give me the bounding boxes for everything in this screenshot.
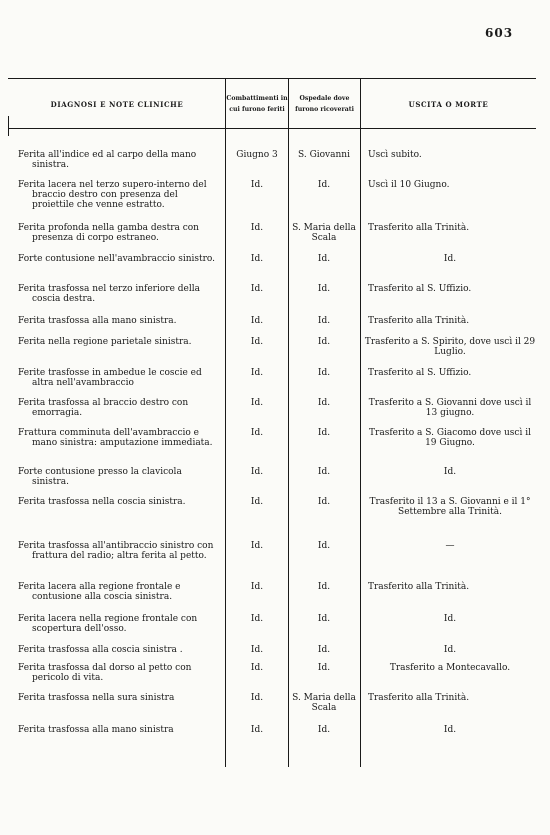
uscita-cell: Trasferito a S. Giacomo dove uscì il 19 Giugno. bbox=[369, 428, 531, 448]
uscita-cell: Id. bbox=[443, 467, 457, 477]
ospedale-cell: Id. bbox=[317, 582, 331, 592]
ospedale-cell: Id. bbox=[317, 398, 331, 408]
diagnosis-text: Forte contusione nell'avambraccio sinistro. bbox=[18, 254, 216, 264]
combattimenti-cell: Id. bbox=[250, 316, 264, 326]
diagnosis-text: Ferita all'indice ed al carpo della mano sinistra. bbox=[18, 150, 197, 170]
diagnosis-text: Ferita profonda nella gamba destra con presenza di corpo estraneo. bbox=[18, 223, 199, 243]
uscita-cell: Trasferito a S. Spirito, dove uscì il 29 Luglio. bbox=[364, 337, 536, 357]
combattimenti-cell: Id. bbox=[250, 725, 264, 735]
uscita-cell: Trasferito alla Trinità. bbox=[368, 582, 470, 592]
uscita-cell: Uscì il 10 Giugno. bbox=[368, 180, 450, 190]
combattimenti-cell: Giugno 3 bbox=[236, 150, 278, 160]
header-diagnosis: DIAGNOSI E NOTE CLINICHE bbox=[50, 99, 184, 109]
diagnosis-cell bbox=[18, 150, 218, 170]
header-bottom-rule bbox=[8, 128, 536, 129]
combattimenti-cell: Id. bbox=[250, 254, 264, 264]
combattimenti-cell: Id. bbox=[250, 180, 264, 190]
diagnosis-cell bbox=[18, 428, 218, 448]
header-combattimenti: Combattimenti in cui furono feriti bbox=[226, 95, 288, 113]
diagnosis-cell bbox=[18, 223, 218, 243]
ospedale-cell: Id. bbox=[317, 316, 331, 326]
ospedale-cell: Id. bbox=[317, 180, 331, 190]
column-divider-3 bbox=[360, 78, 361, 767]
combattimenti-cell: Id. bbox=[250, 582, 264, 592]
uscita-cell: Trasferito alla Trinità. bbox=[368, 223, 470, 233]
uscita-cell: Trasferito a S. Giovanni dove uscì il 13 giugno. bbox=[368, 398, 532, 418]
diagnosis-cell bbox=[18, 582, 218, 602]
uscita-cell: Id. bbox=[443, 725, 457, 735]
diagnosis-text: Ferita trasfossa alla mano sinistra. bbox=[18, 316, 177, 326]
diagnosis-text: Ferite trasfosse in ambedue le coscie ed altra nell'avambraccio bbox=[18, 368, 202, 388]
diagnosis-text: Ferita trasfossa nella coscia sinistra. bbox=[18, 497, 186, 507]
diagnosis-text: Forte contusione presso la clavicola sinistra. bbox=[18, 467, 182, 487]
ospedale-cell: Id. bbox=[317, 541, 331, 551]
combattimenti-cell: Id. bbox=[250, 541, 264, 551]
diagnosis-cell bbox=[18, 316, 218, 326]
uscita-cell: Id. bbox=[443, 254, 457, 264]
ospedale-cell: S. Giovanni bbox=[298, 150, 350, 160]
ospedale-cell: Id. bbox=[317, 497, 331, 507]
combattimenti-cell: Id. bbox=[250, 467, 264, 477]
diagnosis-text: Ferita trasfossa alla coscia sinistra . bbox=[18, 645, 183, 655]
uscita-cell: — bbox=[445, 541, 455, 551]
uscita-cell: Uscì subito. bbox=[368, 150, 422, 160]
diagnosis-text: Ferita trasfossa alla mano sinistra bbox=[18, 725, 174, 735]
uscita-cell: Id. bbox=[443, 645, 457, 655]
diagnosis-text: Frattura comminuta dell'avambraccio e mano sinistra: amputazione immediata. bbox=[18, 428, 213, 448]
combattimenti-cell: Id. bbox=[250, 645, 264, 655]
uscita-cell: Trasferito alla Trinità. bbox=[368, 316, 470, 326]
combattimenti-cell: Id. bbox=[250, 428, 264, 438]
header-ospedale: Ospedale dove furono ricoverati bbox=[295, 95, 354, 113]
diagnosis-text: Ferita lacera alla regione frontale e contusione alla coscia sinistra. bbox=[18, 582, 181, 602]
diagnosis-cell bbox=[18, 398, 218, 418]
combattimenti-cell: Id. bbox=[250, 663, 264, 673]
ospedale-cell: Id. bbox=[317, 663, 331, 673]
combattimenti-cell: Id. bbox=[250, 398, 264, 408]
diagnosis-cell bbox=[18, 254, 218, 264]
combattimenti-cell: Id. bbox=[250, 284, 264, 294]
ospedale-cell: Id. bbox=[317, 725, 331, 735]
ospedale-cell: Id. bbox=[317, 428, 331, 438]
combattimenti-cell: Id. bbox=[250, 497, 264, 507]
ospedale-cell: Id. bbox=[317, 645, 331, 655]
combattimenti-cell: Id. bbox=[250, 614, 264, 624]
diagnosis-text: Ferita trasfossa dal dorso al petto con pericolo di vita. bbox=[18, 663, 192, 683]
diagnosis-text: Ferita trasfossa all'antibraccio sinistro con frattura del radio; altra ferita al petto. bbox=[18, 541, 214, 561]
uscita-cell: Trasferito a Montecavallo. bbox=[389, 663, 511, 673]
diagnosis-text: Ferita trasfossa al braccio destro con emorragia. bbox=[18, 398, 189, 418]
ospedale-cell: S. Maria della Scala bbox=[292, 223, 356, 243]
diagnosis-cell bbox=[18, 645, 218, 655]
diagnosis-cell bbox=[18, 693, 218, 703]
diagnosis-cell bbox=[18, 180, 218, 210]
ospedale-cell: Id. bbox=[317, 254, 331, 264]
diagnosis-cell bbox=[18, 467, 218, 487]
uscita-cell: Id. bbox=[443, 614, 457, 624]
diagnosis-cell bbox=[18, 663, 218, 683]
diagnosis-text: Ferita trasfossa nella sura sinistra bbox=[18, 693, 175, 703]
ospedale-cell: Id. bbox=[317, 337, 331, 347]
ospedale-cell: Id. bbox=[317, 467, 331, 477]
ospedale-cell: S. Maria della Scala bbox=[292, 693, 356, 713]
uscita-cell: Trasferito al S. Uffizio. bbox=[368, 284, 472, 294]
ospedale-cell: Id. bbox=[317, 614, 331, 624]
combattimenti-cell: Id. bbox=[250, 693, 264, 703]
diagnosis-cell bbox=[18, 337, 218, 347]
diagnosis-text: Ferita lacera nella regione frontale con scopertura dell'osso. bbox=[18, 614, 198, 634]
page-number: 603 bbox=[485, 26, 514, 40]
ospedale-cell: Id. bbox=[317, 368, 331, 378]
diagnosis-text: Ferita trasfossa nel terzo inferiore della coscia destra. bbox=[18, 284, 200, 304]
table-top-rule bbox=[8, 78, 536, 79]
diagnosis-text: Ferita lacera nel terzo supero-interno del braccio destro con presenza del proiettile che venne estratto. bbox=[18, 180, 207, 210]
uscita-cell: Trasferito al S. Uffizio. bbox=[368, 368, 472, 378]
column-divider-1 bbox=[225, 78, 226, 767]
diagnosis-cell bbox=[18, 725, 218, 735]
uscita-cell: Trasferito il 13 a S. Giovanni e il 1° Settembre alla Trinità. bbox=[369, 497, 531, 517]
diagnosis-cell bbox=[18, 284, 218, 304]
combattimenti-cell: Id. bbox=[250, 223, 264, 233]
diagnosis-cell bbox=[18, 497, 218, 507]
diagnosis-text: Ferita nella regione parietale sinistra. bbox=[18, 337, 192, 347]
combattimenti-cell: Id. bbox=[250, 368, 264, 378]
left-tick-rule bbox=[8, 116, 9, 136]
diagnosis-cell bbox=[18, 368, 218, 388]
diagnosis-cell bbox=[18, 614, 218, 634]
header-uscita: USCITA O MORTE bbox=[408, 99, 489, 109]
diagnosis-cell bbox=[18, 541, 218, 561]
combattimenti-cell: Id. bbox=[250, 337, 264, 347]
uscita-cell: Trasferito alla Trinità. bbox=[368, 693, 470, 703]
column-divider-2 bbox=[288, 78, 289, 767]
ospedale-cell: Id. bbox=[317, 284, 331, 294]
